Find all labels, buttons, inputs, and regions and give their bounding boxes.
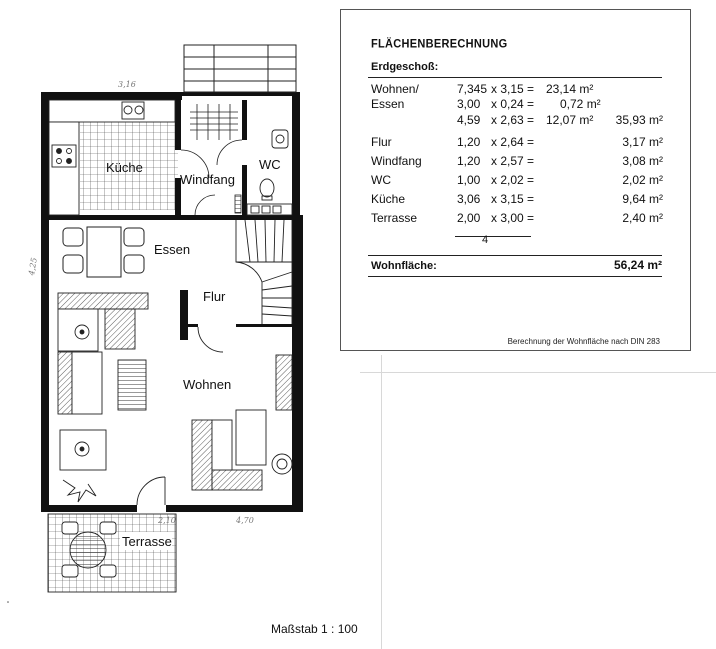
room-label-windfang: Windfang xyxy=(180,172,235,187)
calc-row-b: x 2,57 = xyxy=(491,154,535,168)
room-label-kueche: Küche xyxy=(106,160,143,175)
calc-row-total: 9,64 m² xyxy=(622,192,663,206)
hand-note-bottom-a: 2,10 xyxy=(158,516,176,525)
calc-row-b: x 2,02 = xyxy=(491,173,535,187)
dining-table xyxy=(63,227,144,277)
room-label-wc: WC xyxy=(259,157,281,172)
hand-note-top: 3,16 xyxy=(118,80,136,89)
calc-row-a: 1,20 xyxy=(457,135,481,149)
calc-row-a: 2,00 xyxy=(457,211,481,225)
calc-row-label: Flur xyxy=(371,135,392,149)
calc-row-a: 7,345 xyxy=(457,82,488,96)
terrace xyxy=(48,514,176,592)
calc-row-total: 3,08 m² xyxy=(622,154,663,168)
calc-rule-bottom xyxy=(368,276,662,277)
calc-row-a: 1,00 xyxy=(457,173,481,187)
calc-divisor: 4 xyxy=(482,234,489,246)
scale-label: Maßstab 1 : 100 xyxy=(271,622,358,636)
calc-total-value: 56,24 m² xyxy=(613,258,662,272)
calc-rule-total xyxy=(368,255,662,256)
calc-row-total: 35,93 m² xyxy=(615,113,663,127)
hand-note-left: 4,25 xyxy=(26,256,39,277)
calc-row-label: Windfang xyxy=(371,154,422,168)
room-label-terrasse: Terrasse xyxy=(122,534,172,549)
calc-row-total: 2,02 m² xyxy=(622,173,663,187)
room-label-essen: Essen xyxy=(154,242,191,257)
calc-row-a: 4,59 xyxy=(457,113,481,127)
hand-note-bottom-b: 4,70 xyxy=(236,516,254,525)
calc-subtitle: Erdgeschoß: xyxy=(371,61,439,73)
calc-row-label: Terrasse xyxy=(371,211,418,225)
calc-row-windfang xyxy=(371,154,663,169)
calc-row-b: x 2,63 = xyxy=(491,113,535,127)
calc-row-a: 3,06 xyxy=(457,192,481,206)
calc-row-terrasse xyxy=(371,211,663,226)
calc-row-label: Wohnen/ xyxy=(371,82,419,96)
calc-total-label: Wohnfläche: xyxy=(371,260,437,272)
calc-row-b: x 3,15 = xyxy=(491,192,535,206)
calc-row-total: 2,40 m² xyxy=(622,211,663,225)
calc-row-essen-2 xyxy=(371,113,663,128)
calc-row-total: 3,17 m² xyxy=(622,135,663,149)
calc-row-a: 3,00 xyxy=(457,97,481,111)
calc-row-wc xyxy=(371,173,663,188)
calc-row-kueche xyxy=(371,192,663,207)
windfang-fixtures xyxy=(181,104,242,215)
calc-row-label: Essen xyxy=(371,97,405,111)
calc-underline xyxy=(455,236,531,237)
calc-row-a: 1,20 xyxy=(457,154,481,168)
staircase xyxy=(198,220,292,352)
calc-row-flur xyxy=(371,135,663,150)
calc-rule-top xyxy=(368,77,662,78)
room-label-wohnen: Wohnen xyxy=(183,377,232,392)
calc-row-result: 0,72 m² xyxy=(560,97,601,111)
calc-row-result: 12,07 m² xyxy=(546,113,594,127)
calc-row-b: x 2,64 = xyxy=(491,135,535,149)
calc-row-label: Küche xyxy=(371,192,406,206)
calc-row-essen xyxy=(371,97,663,112)
calc-row-b: x 3,00 = xyxy=(491,211,535,225)
calc-title: FLÄCHENBERECHNUNG xyxy=(371,37,508,51)
calc-row-b: x 3,15 = xyxy=(491,82,535,96)
wc-fixtures xyxy=(247,130,292,215)
calc-footnote: Berechnung der Wohnfläche nach DIN 283 xyxy=(507,337,660,346)
calc-row-b: x 0,24 = xyxy=(491,97,535,111)
calc-row-result: 23,14 m² xyxy=(546,82,594,96)
entrance-steps xyxy=(184,45,296,92)
area-calculation-sheet xyxy=(340,9,691,351)
calc-row-wohnen xyxy=(371,82,663,97)
calc-row-label: WC xyxy=(371,173,391,187)
room-label-flur: Flur xyxy=(203,289,226,304)
